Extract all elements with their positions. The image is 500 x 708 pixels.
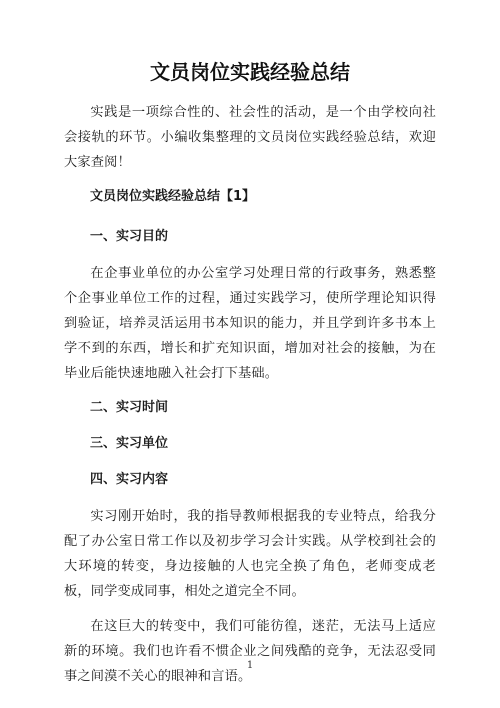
heading-unit: 三、实习单位 (90, 436, 169, 451)
paragraph-purpose: 在企事业单位的办公室学习处理日常的行政事务，熟悉整个企事业单位工作的过程，通过实践学习，使所学理论知识得到验证，培养灵活运用书本知识的能力，并且学到许多书本上学不到的东西，增长和扩充知识面，增加对社会的接触，为在毕业后能快速地融入社会打下基础。 (64, 266, 436, 381)
heading-content: 四、实习内容 (90, 472, 169, 487)
heading-purpose: 一、实习目的 (90, 229, 169, 244)
page-number: 1 (246, 660, 254, 671)
document-title: 文员岗位实践经验总结 (150, 60, 350, 84)
paragraph-content-1: 实习刚开始时，我的指导教师根据我的专业特点，给我分配了办公室日常工作以及初步学习会计实践。从学校到社会的大环境的转变，身边接触的人也完全换了角色，老师变成老板，同学变成同事，相处之道完全不同。 (64, 509, 436, 599)
paragraph-content-2: 在这巨大的转变中，我们可能彷徨，迷茫，无法马上适应新的环境。我们也许看不惯企业之间残酷的竞争，无法忍受同事之间漠不关心的眼神和言语。 (64, 619, 436, 684)
section-title: 文员岗位实践经验总结【1】 (90, 189, 256, 204)
intro-paragraph: 实践是一项综合性的、社会性的活动，是一个由学校向社会接轨的环节。小编收集整理的文员岗位实践经验总结，欢迎大家查阅！ (64, 105, 436, 170)
heading-time: 二、实习时间 (90, 400, 169, 415)
